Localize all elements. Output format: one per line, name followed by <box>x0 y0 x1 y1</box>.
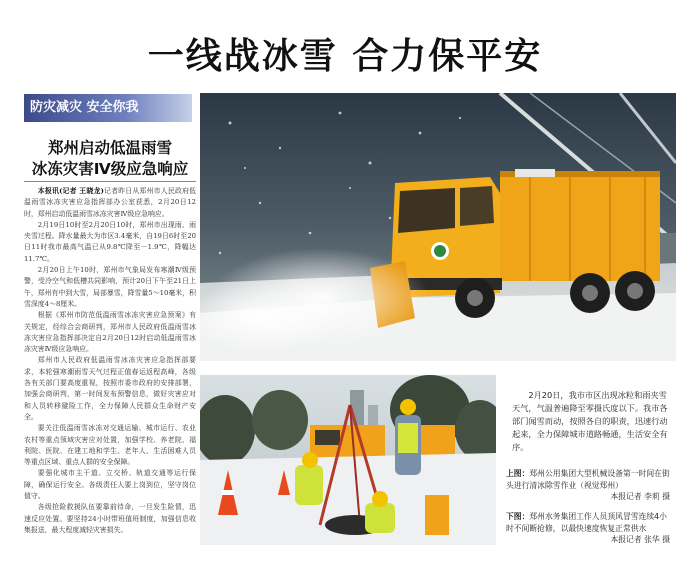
bottom-photo-caption <box>502 511 674 546</box>
article-paragraph: 要关注低温雨雪冰冻对交通运输、城市运行、农业农村等重点领域灾害应对处置，加强学校、养老院、福利院、医院、在建工地和学生、老年人、生活困难人员等重点区域、重点人群的安全保障。 <box>24 424 196 467</box>
snowplow-photo <box>200 93 676 361</box>
article-title-line2: 冰冻灾害Ⅳ级应急响应 <box>31 160 189 178</box>
bottom-caption-label: 下图： <box>506 512 530 521</box>
article-paragraph: 要强化城市主干道、立交桥、轨道交通等运行保障，确保运行安全。各级责任人要上岗到位，坚守岗位值守。 <box>24 469 196 501</box>
photo-caption <box>502 381 674 453</box>
article-byline: 本报讯(记者 王晓龙) <box>37 187 104 195</box>
page-headline: 一线战冰雪 合力保平安 <box>147 36 543 77</box>
article-paragraph: 本报讯(记者 王晓龙)记者昨日从郑州市人民政府低温雨雪冰冻灾害应急指挥部办公室获悉，2月20日12时，郑州启动低温雨雪冰冻灾害Ⅳ级应急响应。 <box>24 187 196 218</box>
bottom-caption-credit: 本报记者 张华 摄 <box>610 535 670 544</box>
section-banner: 防灾减灾 安全你我 <box>24 94 192 122</box>
top-photo-caption <box>502 468 674 503</box>
article-paragraph: 根据《郑州市防范低温雨雪冰冻灾害应急预案》有关规定，经综合会商研判，郑州市人民政府低温雨雪冰冻灾害应急指挥部决定自2月20日12时启动低温雨雪冰冻灾害Ⅳ级应急响应。 <box>24 311 196 354</box>
article-title-line1: 郑州启动低温雨雪 <box>47 139 172 157</box>
article-body <box>24 186 196 546</box>
article-paragraph: 各级抢险救援队伍要靠前待命，一旦发生险情，迅速反应处置。要坚持24小时带班值班制度，加强信息收集报送，最大程度减轻灾害损失。 <box>24 503 196 534</box>
article-paragraph: 2月20日上午10时，郑州市气象局发布寒潮Ⅳ级预警，受冷空气和低槽共同影响，预计20日下午至21日上午，郑州有中到大雪，局部暴雪，降雪量5～10毫米，积雪深度4～8厘米。 <box>24 266 196 308</box>
water-repair-photo <box>200 375 496 545</box>
article-paragraph: 郑州市人民政府低温雨雪冰冻灾害应急指挥部要求，本轮强寒潮雨雪天气过程正值春运返程高峰，各级各有关部门要高度重视，按照市委市政府的安排部署，加强会商研判，第一时间发布预警信息，做好灾害应对和人员转移避险工作，全力保障人民群众生命财产安全。 <box>24 356 196 421</box>
bottom-caption-text: 郑州水务集团工作人员顶风冒雪连续4小时不间断抢修，以最快速度恢复正常供水 <box>506 512 667 533</box>
top-caption-credit: 本报记者 李莉 摄 <box>610 492 670 501</box>
photo-caption-text: 2月20日，我市市区出现冰粒和雨夹雪天气，气温普遍降至零摄氏度以下。我市各部门闻雪而动，按照各自的职责，迅速行动起来，全力保障城市道路畅通，生活安全有序。 <box>512 390 668 452</box>
article-paragraph: 2月19日10时至2月20日10时，郑州市出现雨、雨夹雪过程。降水量最大为市区3.4毫米，自19日6时至20日11时我市最高气温已从9.8℃降至－1.9℃，降幅达11.7℃。 <box>24 220 196 263</box>
article-title <box>24 138 196 180</box>
title-divider <box>24 181 196 182</box>
top-caption-label: 上图： <box>506 469 530 478</box>
top-caption-text: 郑州公用集团大型机械设备第一时间在街头进行清冰除雪作业（视觉郑州） <box>506 469 670 490</box>
